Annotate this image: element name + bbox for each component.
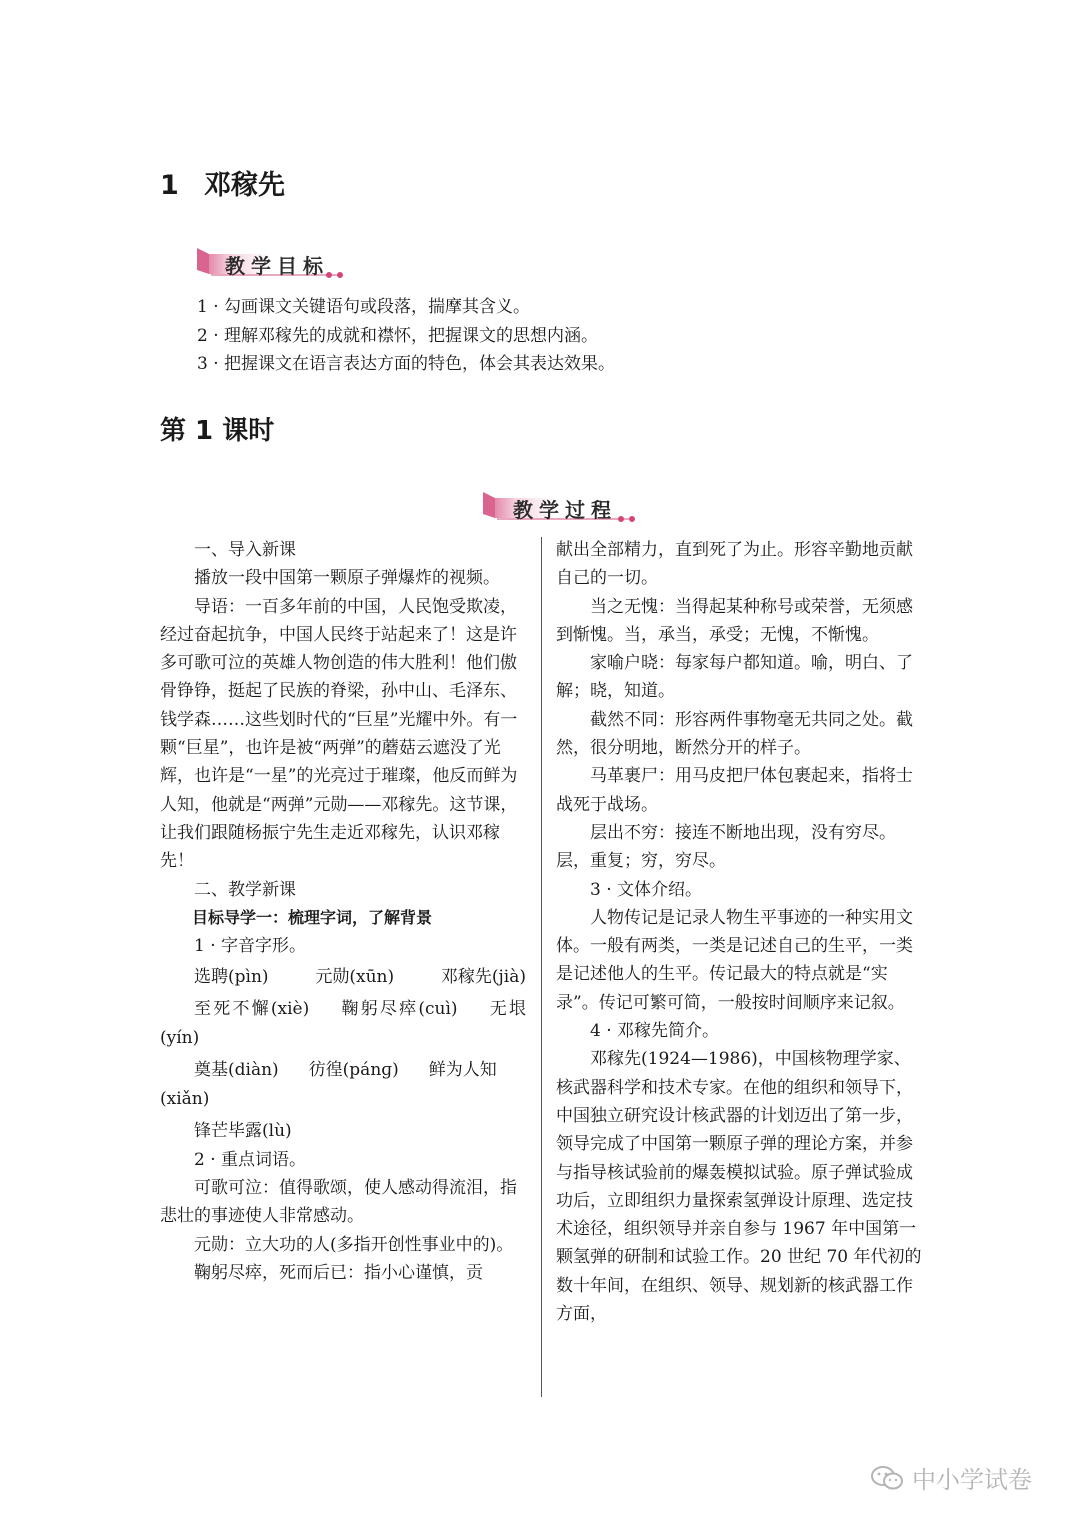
pinyin-word: 至死不懈(xiè) (194, 999, 310, 1020)
pinyin-word: 锋芒毕露(lù) (194, 1121, 292, 1142)
process-tag-label: 教学过程 (513, 498, 617, 522)
term-definition: 可歌可泣：值得歌颂，使人感动得流泪，指悲壮的事迹使人非常感动。 (160, 1178, 517, 1227)
pinyin-row (160, 1056, 526, 1114)
watermark (870, 1460, 1032, 1495)
section-heading: 一、导入新课 (194, 540, 296, 560)
objectives-tag-label: 教学目标 (225, 254, 329, 278)
paragraph: 邓稼先(1924—1986)，中国核物理学家、核武器科学和技术专家。在他的组织和领导下，中国独立研究设计核武器的计划迈出了第一步，领导完成了中国第一颗原子弹的理论方案，并参与指导核试验前的爆轰模拟试验。原子弹试验成功后，立即组织力量探索氢弹设计原理、选定技术途径，组织领导并亲自参与 1967 年中国第一颗氢弹的研制和试验工作。20 世纪 70 年代初的数十年间，在组织、领导、规划新的核武器工作方面， (556, 1049, 922, 1325)
objective-item: 1 · 勾画课文关键语句或段落，揣摩其含义。 (197, 297, 531, 317)
period-title: 第 1 课时 (160, 416, 275, 446)
term-definition: 马革裹尸：用马皮把尸体包裹起来，指将士战死于战场。 (556, 766, 913, 815)
goal-heading: 目标导学一：梳理字词，了解背景 (192, 907, 433, 927)
pinyin-row (160, 995, 526, 1053)
pinyin-word: 选聘(pìn) (194, 967, 269, 988)
pinyin-row (160, 963, 526, 992)
paragraph: 人物传记是记录人物生平事迹的一种实用文体。一般有两类，一类是记述自己的生平，一类是记述他人的生平。传记最大的特点就是“实录”。传记可繁可简，一般按时间顺序来记叙。 (556, 907, 913, 1013)
term-definition: 当之无愧：当得起某种称号或荣誉，无须感到惭愧。当，承当，承受；无愧，不惭愧。 (556, 596, 913, 645)
subsection-heading: 3 · 文体介绍。 (590, 879, 703, 900)
term-definition: 鞠躬尽瘁，死而后已：指小心谨慎，贡 (194, 1262, 483, 1283)
term-definition: 截然不同：形容两件事物毫无共同之处。截然，很分明地，断然分开的样子。 (556, 709, 913, 759)
paragraph: 播放一段中国第一颗原子弹爆炸的视频。 (194, 568, 500, 589)
term-definition: 层出不穷：接连不断地出现，没有穷尽。层，重复；穷，穷尽。 (556, 822, 896, 872)
objective-item: 2 · 理解邓稼先的成就和襟怀，把握课文的思想内涵。 (197, 325, 599, 346)
pinyin-word: 邓稼先(jià) (440, 967, 526, 988)
term-definition: 元勋：立大功的人(多指开创性事业中的)。 (194, 1234, 514, 1255)
section-heading: 二、教学新课 (194, 879, 296, 900)
lesson-number: 1 (160, 170, 179, 201)
lesson-name: 邓稼先 (204, 170, 285, 201)
objectives-list (197, 293, 615, 379)
left-column (160, 536, 526, 1287)
pinyin-word: 鲜为人知(xiǎn) (160, 1060, 497, 1110)
pinyin-word: 鞠躬尽瘁(cuì) (339, 999, 458, 1020)
lesson-title (160, 163, 285, 202)
column-divider (541, 537, 542, 1397)
objectives-tag (197, 246, 349, 282)
watermark-text: 中小学试卷 (912, 1466, 1032, 1494)
paragraph: 导语：一百多年前的中国，人民饱受欺凌，经过奋起抗争，中国人民终于站起来了！这是许多可歌可泣的英雄人物创造的伟大胜利！他们傲骨铮铮，挺起了民族的脊梁，孙中山、毛泽东、钱学森……这些划时代的“巨星”光耀中外。有一颗“巨星”，也许是被“两弹”的蘑菇云遮没了光辉，也许是“一星”的光亮过于璀璨，他反而鲜为人知，他就是“两弹”元勋——邓稼先。这节课，让我们跟随杨振宁先生走近邓稼先，认识邓稼先！ (160, 596, 518, 872)
wechat-icon (870, 1465, 904, 1491)
term-definition: 家喻户晓：每家每户都知道。喻，明白、了解；晓，知道。 (556, 653, 913, 702)
objective-item: 3 · 把握课文在语言表达方面的特色，体会其表达效果。 (197, 354, 616, 374)
process-tag (483, 490, 639, 526)
subsection-heading: 2 · 重点词语。 (194, 1149, 307, 1170)
subsection-heading: 4 · 邓稼先简介。 (590, 1021, 720, 1042)
term-definition: 献出全部精力，直到死了为止。形容辛勤地贡献自己的一切。 (556, 540, 913, 589)
right-column (556, 536, 924, 1328)
pinyin-word: 彷徨(pánɡ) (308, 1060, 399, 1081)
pinyin-word: 奠基(diàn) (194, 1060, 279, 1081)
pinyin-word: 无垠(yín) (160, 999, 526, 1049)
subsection-heading: 1 · 字音字形。 (194, 936, 307, 957)
pinyin-word: 元勋(xūn) (315, 967, 395, 988)
